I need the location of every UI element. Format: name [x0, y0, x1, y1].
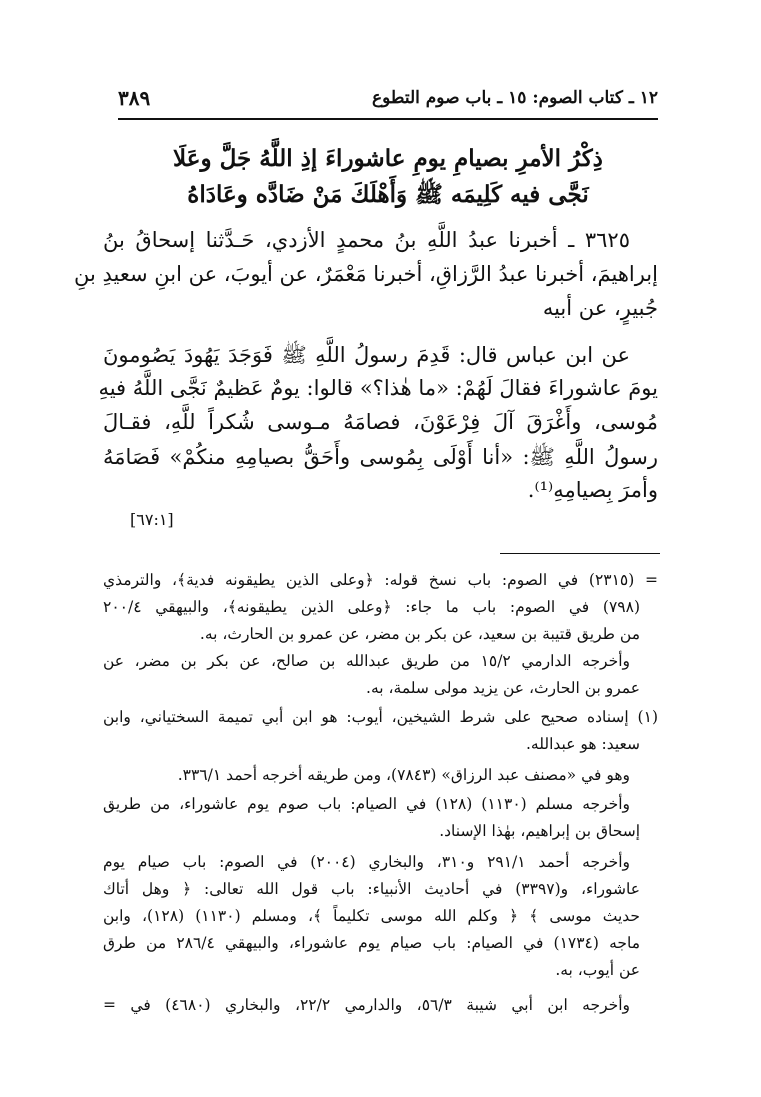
footnote-line: ماجه (١٧٣٤) في الصيام: باب صيام يوم عاشوراء، والبيهقي ٢٨٦/٤ من طرق: [103, 934, 640, 952]
footnote-line: إسحاق بن إبراهيم، بهٰذا الإسناد.: [439, 822, 640, 840]
footnote-line: عاشوراء، و(٣٣٩٧) في أحاديث الأنبياء: باب قول الله تعالى: ﴿ وهل أتاك: [103, 880, 640, 898]
footnote-line: = (٢٣١٥) في الصوم: باب نسخ قوله: ﴿وعلى الذين يطيقونه فدية﴾، والترمذي: [103, 571, 658, 589]
running-title: ١٢ ـ كتاب الصوم: ١٥ ـ باب صوم التطوع: [371, 88, 658, 108]
matn-line: مُوسى، وأَغْرَقَ آلَ فِرْعَوْنَ، فصامَهُ مـوسى شُكراً للَّهِ، فقـالَ: [103, 410, 658, 434]
footnote-line: سعيد: هو عبدالله.: [526, 735, 640, 753]
chapter-title-line: ذِكْرُ الأمرِ بصيامِ يومِ عاشوراءَ إذِ اللَّهُ جَلَّ وعَلَا: [173, 145, 603, 172]
footnote-line: وأخرجه أحمد ٢٩١/١ و٣١٠، والبخاري (٢٠٠٤) في الصوم: باب صيام يوم: [103, 853, 630, 871]
isnad-line: إبراهيمَ، أخبرنا عبدُ الرَّزاقِ، أخبرنا مَعْمَرٌ، عن أيوبَ، عن ابنِ سعيدِ بنِ: [74, 262, 658, 286]
matn-line: رسولُ اللَّهِ ﷺ: «أنا أَوْلَى بِمُوسى وأَحَقُّ بصيامِهِ منكُمْ» فَصَامَهُ: [103, 445, 658, 469]
footnote-line: عمرو بن الحارث، عن يزيد مولى سلمة، به.: [366, 679, 640, 697]
isnad-line: جُبيرٍ، عن أبيه: [542, 296, 658, 320]
matn-line: وأمرَ بِصيامِهِ⁽¹⁾.: [527, 478, 658, 502]
footnote-line: وأخرجه الدارمي ١٥/٢ من طريق عبدالله بن صالح، عن بكر بن مضر، عن: [103, 652, 630, 670]
footnote-line: عن أيوب، به.: [555, 961, 640, 979]
footnote-line: (٧٩٨) في الصوم: باب ما جاء: ﴿وعلى الذين يطيقونه﴾، والبيهقي ٢٠٠/٤: [103, 598, 640, 616]
footnote-separator: [500, 553, 660, 554]
page-header: [118, 84, 658, 120]
reference-marker: [٦٧:١]: [130, 510, 174, 529]
footnote-line: وأخرجه مسلم (١١٣٠) (١٢٨) في الصيام: باب صوم يوم عاشوراء، من طريق: [103, 795, 631, 813]
footnote-line: وهو في «مصنف عبد الرزاق» (٧٨٤٣)، ومن طريقه أخرجه أحمد ٣٣٦/١.: [177, 766, 630, 784]
footnote-line: وأخرجه ابن أبي شيبة ٥٦/٣، والدارمي ٢٢/٢، والبخاري (٤٦٨٠) في =: [103, 996, 631, 1014]
matn-line: عن ابن عباس قال: قَدِمَ رسولُ اللَّهِ ﷺ فَوَجَدَ يَهُودَ يَصُومونَ: [103, 343, 630, 367]
page-number: ٣٨٩: [118, 86, 151, 110]
footnote-line: حديث موسى ﴾ ﴿ وكلم الله موسى تكليماً ﴾، ومسلم (١١٣٠) (١٢٨)، وابن: [103, 907, 640, 925]
footnote-line: من طريق قتيبة بن سعيد، عن بكر بن مضر، عن عمرو بن الحارث، به.: [199, 625, 640, 643]
matn-line: يومَ عاشوراءَ فقالَ لَهُمْ: «ما هٰذا؟» قالوا: يومٌ عَظيمٌ نَجَّى اللَّهُ فيهِ: [98, 376, 658, 400]
chapter-title-line: نَجَّى فيه كَلِيمَه ﷺ وَأَهْلَكَ مَنْ ضَادَّه وعَادَاهُ: [187, 181, 589, 208]
footnote-line: (١) إسناده صحيح على شرط الشيخين، أيوب: هو ابن أبي تميمة السختياني، وابن: [103, 708, 658, 726]
isnad-line: ٣٦٢٥ ـ أخبرنا عبدُ اللَّهِ بنُ محمدٍ الأزدي، حَـدَّثنا إسحاقُ بنُ: [103, 228, 630, 252]
